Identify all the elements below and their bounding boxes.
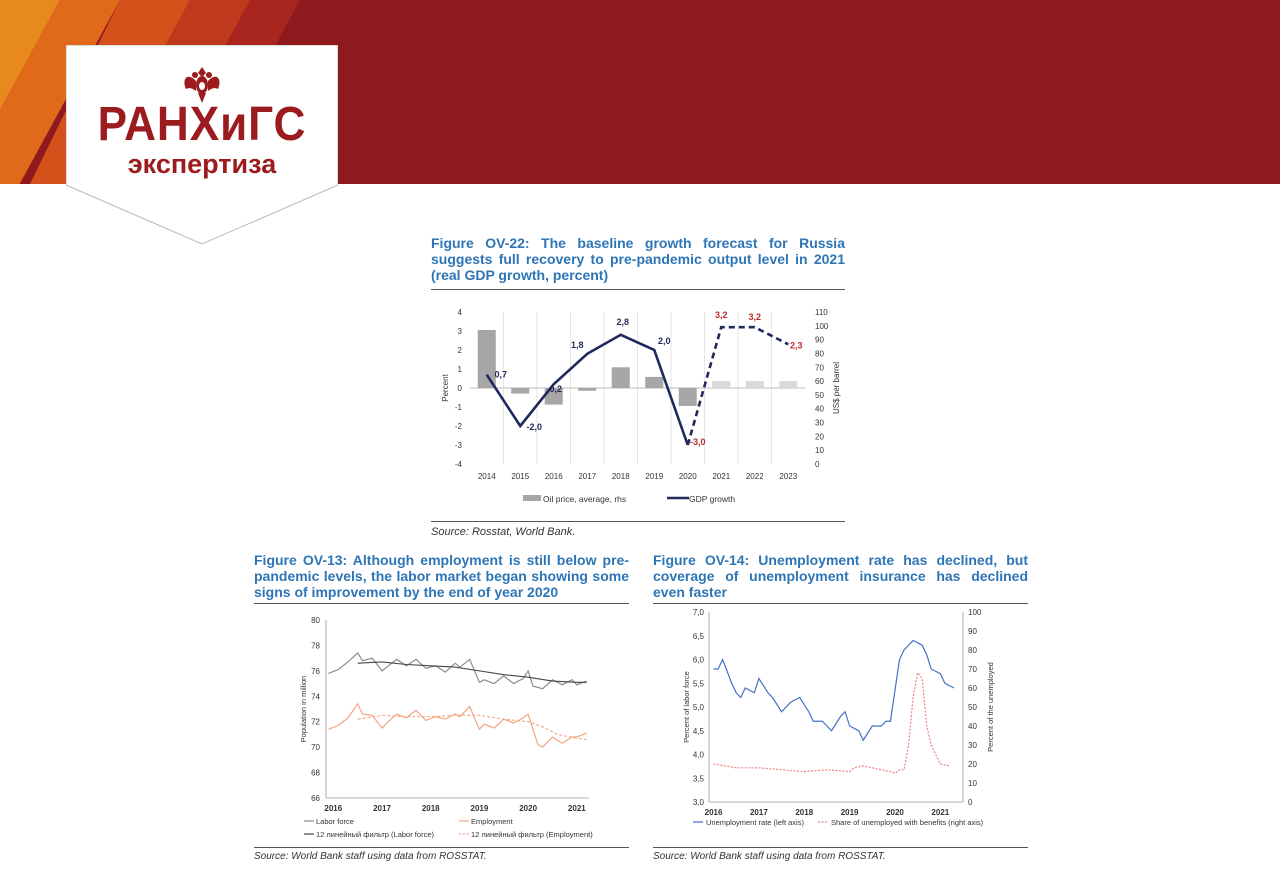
figure-ov13-title: Figure OV-13: Although employment is still below pre-pandemic levels, the labor market began showing some signs of improvement by the end of year 2020 xyxy=(254,552,629,600)
y2-tick-label: 50 xyxy=(815,390,824,400)
y-axis-title: Percent of labor force xyxy=(682,671,691,743)
x-tick-label: 2018 xyxy=(421,804,440,813)
figure-ov13-bottom-rule xyxy=(254,847,629,848)
legend-oil-label: Oil price, average, rhs xyxy=(543,494,627,504)
y-tick-label: -3 xyxy=(454,441,462,450)
legend-label: Labor force xyxy=(316,817,354,826)
y2-tick-label: 50 xyxy=(968,703,977,712)
y-axis-title: Population in million xyxy=(299,675,308,743)
figure-ov22-source: Source: Rosstat, World Bank. xyxy=(431,526,576,538)
y2-tick-label: 40 xyxy=(968,722,977,731)
logo-badge xyxy=(66,45,338,245)
oil-price-bar xyxy=(779,381,797,388)
figure-ov22-bottom-rule xyxy=(431,521,845,522)
y2-axis-title: US$ per barrel xyxy=(832,361,841,415)
gdp-data-label: 1,8 xyxy=(570,339,584,350)
oil-price-bar xyxy=(645,377,663,388)
figure-ov22-top-rule xyxy=(431,289,845,290)
y-tick-label: 66 xyxy=(311,794,320,803)
y2-axis-title: Percent of the unemployed xyxy=(986,662,995,752)
y-tick-label: 3 xyxy=(457,327,462,336)
y-tick-label: 7,0 xyxy=(692,608,704,617)
figure-ov22-title: Figure OV-22: The baseline growth forecast for Russia suggests full recovery to pre-pandemic output level in 2021 (real GDP growth, percent) xyxy=(431,235,845,283)
x-tick-label: 2018 xyxy=(611,472,630,481)
gdp-data-label: -3,0 xyxy=(689,437,706,447)
x-tick-label: 2017 xyxy=(578,472,597,481)
x-tick-label: 2020 xyxy=(678,472,697,481)
figure-ov14-source: Source: World Bank staff using data from ROSSTAT. xyxy=(653,851,886,862)
y2-tick-label: 80 xyxy=(968,646,977,655)
x-tick-label: 2019 xyxy=(470,804,489,813)
y2-tick-label: 90 xyxy=(815,335,824,345)
x-tick-label: 2016 xyxy=(544,472,563,481)
gdp-data-label: 3,2 xyxy=(748,312,762,323)
y-tick-label: 4,0 xyxy=(692,750,704,760)
logo-wordmark: РАНХиГС xyxy=(97,98,307,151)
y-tick-label: 70 xyxy=(311,743,320,753)
y2-tick-label: 70 xyxy=(815,363,824,373)
legend-label: Employment xyxy=(471,817,513,826)
x-tick-label: 2017 xyxy=(373,804,391,813)
y-tick-label: 3,5 xyxy=(692,774,704,784)
oil-price-bar xyxy=(679,388,697,406)
oil-price-bar xyxy=(511,388,529,394)
figure-ov14-bottom-rule xyxy=(653,847,1028,848)
series-line-2 xyxy=(328,704,586,747)
x-tick-label: 2023 xyxy=(779,472,798,481)
y-tick-label: 76 xyxy=(311,666,320,676)
figure-ov14-title: Figure OV-14: Unemployment rate has declined, but coverage of unemployment insurance has declined even faster xyxy=(653,552,1028,600)
y2-tick-label: 110 xyxy=(815,308,828,317)
y2-tick-label: 30 xyxy=(968,741,977,750)
y2-tick-label: 60 xyxy=(968,684,977,693)
x-tick-label: 2020 xyxy=(886,808,904,817)
y2-tick-label: 20 xyxy=(815,432,824,442)
legend-label: Unemployment rate (left axis) xyxy=(706,818,804,827)
y-tick-label: -1 xyxy=(454,403,462,412)
gdp-data-label: 2,0 xyxy=(657,336,671,346)
x-tick-label: 2020 xyxy=(519,804,538,813)
y-tick-label: -2 xyxy=(454,422,462,431)
logo-subtitle: экспертиза xyxy=(127,149,277,179)
series-line-1 xyxy=(328,653,586,689)
figure-ov13-top-rule xyxy=(254,603,629,604)
y-tick-label: 72 xyxy=(311,717,320,727)
y2-tick-label: 10 xyxy=(815,446,824,456)
y-tick-label: 74 xyxy=(311,692,320,702)
gdp-data-label: 2,8 xyxy=(616,316,630,327)
legend-label: 12 линейный фильтр (Labor force) xyxy=(316,830,434,839)
figure-ov14-chart xyxy=(653,608,1028,846)
y2-tick-label: 70 xyxy=(968,665,977,674)
oil-price-bar xyxy=(712,381,730,388)
x-tick-label: 2022 xyxy=(745,472,764,481)
oil-price-bar xyxy=(578,388,596,391)
gdp-data-label: 0,7 xyxy=(494,369,508,380)
y-tick-label: 2 xyxy=(457,346,462,355)
y-tick-label: 4 xyxy=(457,308,462,317)
y-tick-label: 6,5 xyxy=(692,631,704,641)
y-tick-label: 0 xyxy=(457,384,462,393)
x-tick-label: 2021 xyxy=(931,808,950,817)
figure-ov14-top-rule xyxy=(653,603,1028,604)
y-tick-label: 4,5 xyxy=(692,726,704,736)
y2-tick-label: 40 xyxy=(815,404,824,414)
oil-price-bar xyxy=(612,367,630,388)
gdp-data-label: 3,2 xyxy=(714,310,728,321)
y2-tick-label: 20 xyxy=(968,760,977,769)
unemployment-rate-line xyxy=(714,641,954,741)
y-tick-label: 5,0 xyxy=(692,703,704,712)
y2-tick-label: 80 xyxy=(815,349,824,359)
benefits-share-line xyxy=(714,673,950,774)
x-tick-label: 2016 xyxy=(324,804,343,813)
figure-ov22-chart xyxy=(431,300,845,520)
x-tick-label: 2015 xyxy=(511,472,530,481)
gdp-data-label: 0,2 xyxy=(549,384,563,395)
x-tick-label: 2017 xyxy=(749,808,768,817)
legend-gdp-label: GDP growth xyxy=(689,494,736,504)
legend-oil-swatch xyxy=(523,495,541,501)
y-tick-label: -4 xyxy=(454,460,462,469)
x-tick-label: 2016 xyxy=(704,808,723,817)
y2-tick-label: 30 xyxy=(815,418,824,428)
y2-tick-label: 100 xyxy=(815,321,829,331)
oil-price-bar xyxy=(478,330,496,388)
figure-ov13-source: Source: World Bank staff using data from ROSSTAT. xyxy=(254,851,487,862)
y-tick-label: 68 xyxy=(311,768,320,778)
y-tick-label: 5,5 xyxy=(692,679,704,689)
x-tick-label: 2014 xyxy=(477,472,496,481)
y2-tick-label: 100 xyxy=(968,608,982,617)
oil-price-bar xyxy=(746,381,764,388)
y2-tick-label: 10 xyxy=(968,779,977,788)
y2-tick-label: 90 xyxy=(968,627,977,636)
gdp-data-label: 2,3 xyxy=(789,340,803,351)
y2-tick-label: 60 xyxy=(815,377,824,387)
x-tick-label: 2019 xyxy=(645,472,664,481)
y-tick-label: 1 xyxy=(457,365,462,374)
gdp-data-label: -2,0 xyxy=(526,422,543,432)
y-tick-label: 80 xyxy=(311,616,320,625)
x-tick-label: 2019 xyxy=(840,808,859,817)
x-tick-label: 2021 xyxy=(712,472,731,481)
legend-label: Share of unemployed with benefits (right axis) xyxy=(831,818,984,827)
y2-tick-label: 0 xyxy=(815,460,820,469)
y-axis-title: Percent xyxy=(441,374,450,402)
x-tick-label: 2021 xyxy=(567,804,586,813)
y2-tick-label: 0 xyxy=(968,798,973,807)
y-tick-label: 6,0 xyxy=(692,655,704,665)
x-tick-label: 2018 xyxy=(795,808,814,817)
legend-label: 12 линейный фильтр (Employment) xyxy=(471,830,593,839)
y-tick-label: 3,0 xyxy=(692,798,704,807)
y-tick-label: 78 xyxy=(311,641,320,651)
figure-ov13-chart xyxy=(254,608,629,846)
